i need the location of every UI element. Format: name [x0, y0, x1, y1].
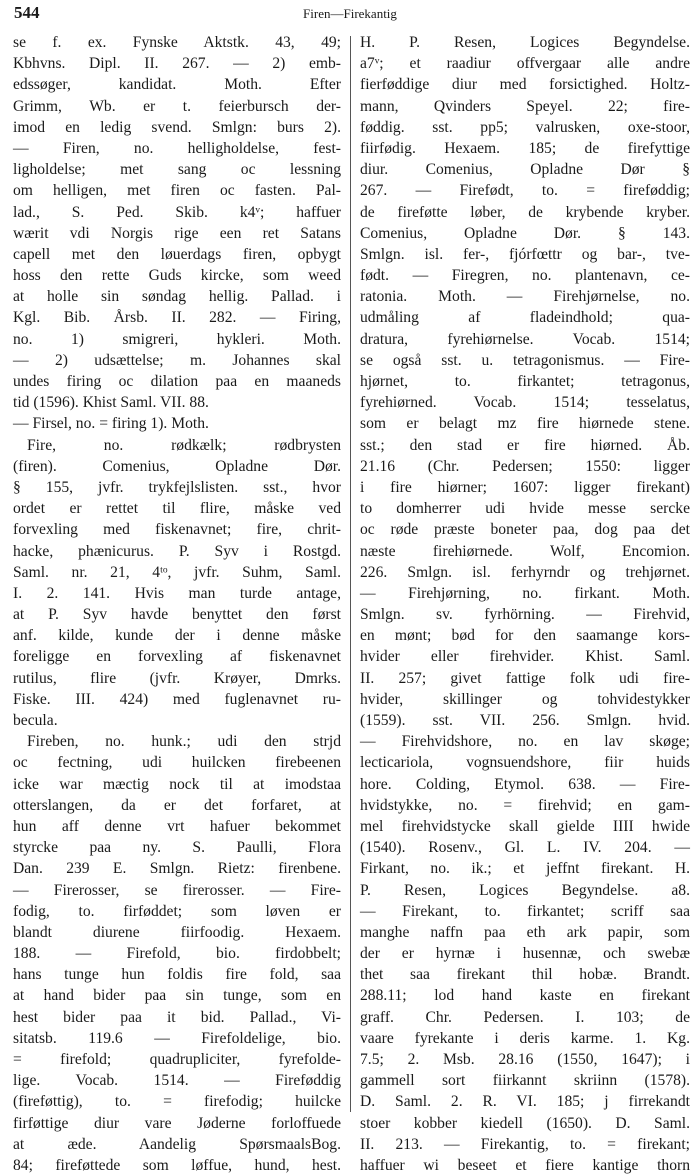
text-line: hoss den rette Guds kircke, som weed — [13, 267, 341, 285]
text-line: to domherrer udi hvide messe sercke — [360, 500, 690, 518]
text-line: næste firehiørnede. Wolf, Encomion. — [360, 542, 690, 560]
text-line: hvidstykke, no. = firehvid; en gam- — [360, 796, 690, 814]
text-line: Smlgn. sv. fyrhörning. — Firehvid, — [360, 606, 690, 624]
text-line: I. 2. 141. Hvis man turde antage, — [13, 584, 341, 602]
text-line: — Firehjørning, no. firkant. Moth. — [360, 584, 690, 602]
text-line: hans tunge hun foldis fire fold, saa — [13, 966, 341, 984]
text-line: hvider, skillinger og tohvidestykker — [360, 690, 690, 708]
text-line: lad., S. Ped. Skib. k4ᵛ; haffuer — [13, 203, 341, 221]
text-line: fierføddige diur med forsictighed. Holtz- — [360, 76, 690, 94]
text-line: — Firekant, to. firkantet; scriff saa — [360, 902, 690, 920]
text-line: fyrehiørned. Vocab. 1514; tesselatus, — [360, 394, 690, 412]
text-line: undes firing oc dilation paa en maaneds — [13, 373, 341, 390]
text-line: D. Saml. 2. R. VI. 185; j firrekandt — [360, 1093, 690, 1111]
text-line: lecticariola, vognsuendshore, fiir huids — [360, 754, 690, 772]
text-line: = firefold; quadrupliciter, fyrefolde- — [13, 1051, 341, 1068]
text-line: 84; fireføttede som løffue, hund, hest. — [13, 1156, 341, 1174]
text-line: dratura, fyrehiørnelse. Vocab. 1514; — [360, 330, 690, 348]
text-line: i fire hiørner; 1607: ligger firekant) — [360, 478, 690, 496]
text-line: der er hyrnæ i husennæ, och swebæ — [360, 945, 690, 963]
text-line: capell met den løuerdags firen, opbygt — [13, 245, 341, 263]
text-line: mel firehvidstycke skall gielde IIII hwide — [360, 817, 690, 835]
text-line: (firen). Comenius, Opladne Dør. — [13, 457, 341, 475]
text-line: 288.11; lod hand kaste en firekant — [360, 987, 690, 1005]
text-line: at æde. Aandelig SpørsmaalsBog. — [13, 1135, 341, 1153]
text-line: en mønt; bød for den saamange kors- — [360, 627, 690, 645]
page-number: 544 — [14, 3, 40, 22]
text-line: haffuer wi beseet et fiere kantige thorn — [360, 1156, 690, 1174]
text-line: Saml. nr. 21, 4ᵗᵒ, jvfr. Suhm, Saml. — [13, 563, 341, 581]
text-line: anf. kilde, kunde der i denne måske — [13, 627, 341, 645]
column-divider — [350, 36, 351, 1112]
left-column — [13, 32, 341, 1174]
text-line: 21.16 (Chr. Pedersen; 1550: ligger — [360, 457, 690, 475]
text-line: sitatsb. 119.6 — Firefoldelige, bio. — [13, 1029, 341, 1047]
text-line: de fireføtte løber, de krybende kryber. — [360, 203, 690, 221]
text-line: no. 1) smigreri, hykleri. Moth. — [13, 330, 341, 348]
text-line: stoer kobber kiedell (1650). D. Saml. — [360, 1114, 690, 1132]
text-line: se f. ex. Fynske Aktstk. 43, 49; — [13, 34, 341, 51]
text-line: wærit vdi Norgis rige een ret Satans — [13, 224, 341, 242]
text-line: gammell sort fiirkannt skriinn (1578). — [360, 1072, 690, 1090]
right-column — [360, 32, 690, 1174]
text-line: otterslangen, da er det forfaret, at — [13, 796, 341, 814]
text-line: Firkant, no. ik.; et jeffnt firekant. H. — [360, 860, 690, 878]
running-head: Firen—Firekantig — [303, 6, 397, 21]
text-line: at holle sin søndag hellig. Pallad. i — [13, 288, 341, 306]
text-line: — 2) udsættelse; m. Johannes skal — [13, 351, 341, 369]
text-line: — Firsel, no. = firing 1). Moth. — [13, 415, 209, 433]
text-line: hvider eller firehvider. Khist. Saml. — [360, 648, 690, 666]
text-line: firføttige diur vare Jøderne forloffuede — [13, 1114, 341, 1132]
text-line: styrcke paa ny. S. Paulli, Flora — [13, 839, 341, 857]
text-line: Kgl. Bib. Årsb. II. 282. — Firing, — [13, 309, 341, 327]
text-line: tid (1596). Khist Saml. VII. 88. — [13, 394, 209, 412]
text-line: edssøger, kandidat. Moth. Efter — [13, 76, 341, 94]
text-line: forvexling med fiskenavnet; fire, chrit- — [13, 521, 341, 539]
text-line: oc fectning, udi huilcken firebeenen — [13, 754, 341, 772]
text-line: se også sst. u. tetragonismus. — Fire- — [360, 351, 690, 369]
text-line: 226. Smlgn. isl. ferhyrndr og trehjørnet. — [360, 563, 690, 581]
text-line: hore. Colding, Etymol. 638. — Fire- — [360, 775, 690, 793]
text-line: om helligen, met firen oc fasten. Pal- — [13, 182, 341, 200]
text-line: ratonia. Moth. — Firehjørnelse, no. — [360, 288, 690, 306]
text-line: Fiske. III. 424) med fuglenavnet ru- — [13, 690, 341, 708]
text-line: — Firen, no. helligholdelse, fest- — [13, 139, 341, 157]
text-line: oc røde præste boneter paa, dog paa det — [360, 521, 690, 539]
text-line: udmåling af fladeindhold; qua- — [360, 309, 690, 327]
text-line: hjørnet, to. firkantet; tetragonus, — [360, 373, 690, 390]
text-line: ordet er rettet til flire, måske ved — [13, 500, 341, 518]
text-line: lige. Vocab. 1514. — Fireføddig — [13, 1072, 341, 1090]
text-line: — Firerosser, se firerosser. — Fire- — [13, 881, 341, 899]
text-line: imod en ledig svend. Smlgn: burs 2). — [13, 118, 341, 136]
text-line: mann, Qvinders Speyel. 22; fire- — [360, 97, 690, 115]
text-line: II. 213. — Firekantig, to. = firekant; — [360, 1135, 690, 1153]
text-line: 188. — Firefold, bio. firdobbelt; — [13, 945, 341, 963]
text-line: Grimm, Wb. er t. feierbursch der- — [13, 97, 341, 115]
text-line: Fireben, no. hunk.; udi den strjd — [27, 733, 341, 751]
text-line: Comenius, Opladne Dør. § 143. — [360, 224, 690, 242]
text-line: (fireføttig), to. = firefodig; huilcke — [13, 1093, 341, 1111]
page-header — [10, 3, 690, 25]
text-line: Fire, no. rødkælk; rødbrysten — [27, 436, 341, 454]
text-line: født. — Firegren, no. plantenavn, ce- — [360, 267, 690, 285]
text-line: (1540). Rosenv., Gl. L. IV. 204. — — [360, 839, 690, 857]
text-line: H. P. Resen, Logices Begyndelse. — [360, 34, 690, 51]
text-line: graff. Chr. Pedersen. I. 103; de — [360, 1008, 690, 1026]
text-line: sst.; den stad er fire hiørned. Åb. — [360, 436, 690, 454]
text-line: Smlgn. isl. fer-, fjórfœttr og bar-, tve- — [360, 245, 690, 263]
text-line: manghe naffn paa eth ark papir, som — [360, 923, 690, 941]
text-line: blandt diurene fiirfoodig. Hexaem. — [13, 923, 341, 941]
text-line: becula. — [13, 712, 58, 729]
text-line: § 155, jvfr. trykfejlslisten. sst., hvor — [13, 478, 341, 496]
text-line: a7ᵛ; et raadiur offvergaar alle andre — [360, 55, 690, 73]
text-line: foreligge en forvexling af fiskenavnet — [13, 648, 341, 666]
text-line: 7.5; 2. Msb. 28.16 (1550, 1647); i — [360, 1051, 690, 1068]
text-line: vaare fyrekante i deris karme. 1. Kg. — [360, 1029, 690, 1047]
text-line: (1559). sst. VII. 256. Smlgn. hvid. — [360, 712, 690, 729]
text-line: Kbhvns. Dipl. II. 267. — 2) emb- — [13, 55, 341, 73]
text-line: ligholdelse; met sang oc lessning — [13, 161, 341, 179]
text-line: at hand bider paa sin tunge, som en — [13, 987, 341, 1005]
text-line: diur. Comenius, Opladne Dør § — [360, 161, 690, 179]
text-line: føddig. sst. pp5; valrusken, oxe-stoor, — [360, 118, 690, 136]
text-line: fodig, to. firføddet; som løven er — [13, 902, 341, 920]
text-line: thet saa firekant thil hobæ. Brandt. — [360, 966, 690, 984]
text-line: icke war mæctig nock til at imodstaa — [13, 775, 341, 793]
text-line: rutilus, flire (jvfr. Krøyer, Dmrks. — [13, 669, 341, 687]
text-line: II. 257; givet fattige folk udi fire- — [360, 669, 690, 687]
text-line: fiirfødig. Hexaem. 185; de firefyttige — [360, 139, 690, 157]
text-line: — Firehvidshore, no. en lav skøge; — [360, 733, 690, 751]
text-line: hacke, phænicurus. P. Syv i Rostgd. — [13, 542, 341, 560]
text-line: hun aff denne vrt hafuer bekommet — [13, 817, 341, 835]
text-line: at P. Syv havde benyttet den først — [13, 606, 341, 624]
text-line: Dan. 239 E. Smlgn. Rietz: firenbene. — [13, 860, 341, 878]
text-line: hest bider paa it bid. Pallad., Vi- — [13, 1008, 341, 1026]
text-line: 267. — Firefødt, to. = fireføddig; — [360, 182, 690, 200]
text-line: P. Resen, Logices Begyndelse. a8. — [360, 881, 690, 899]
text-line: som er belagt mz fire hiørnede stene. — [360, 415, 690, 433]
